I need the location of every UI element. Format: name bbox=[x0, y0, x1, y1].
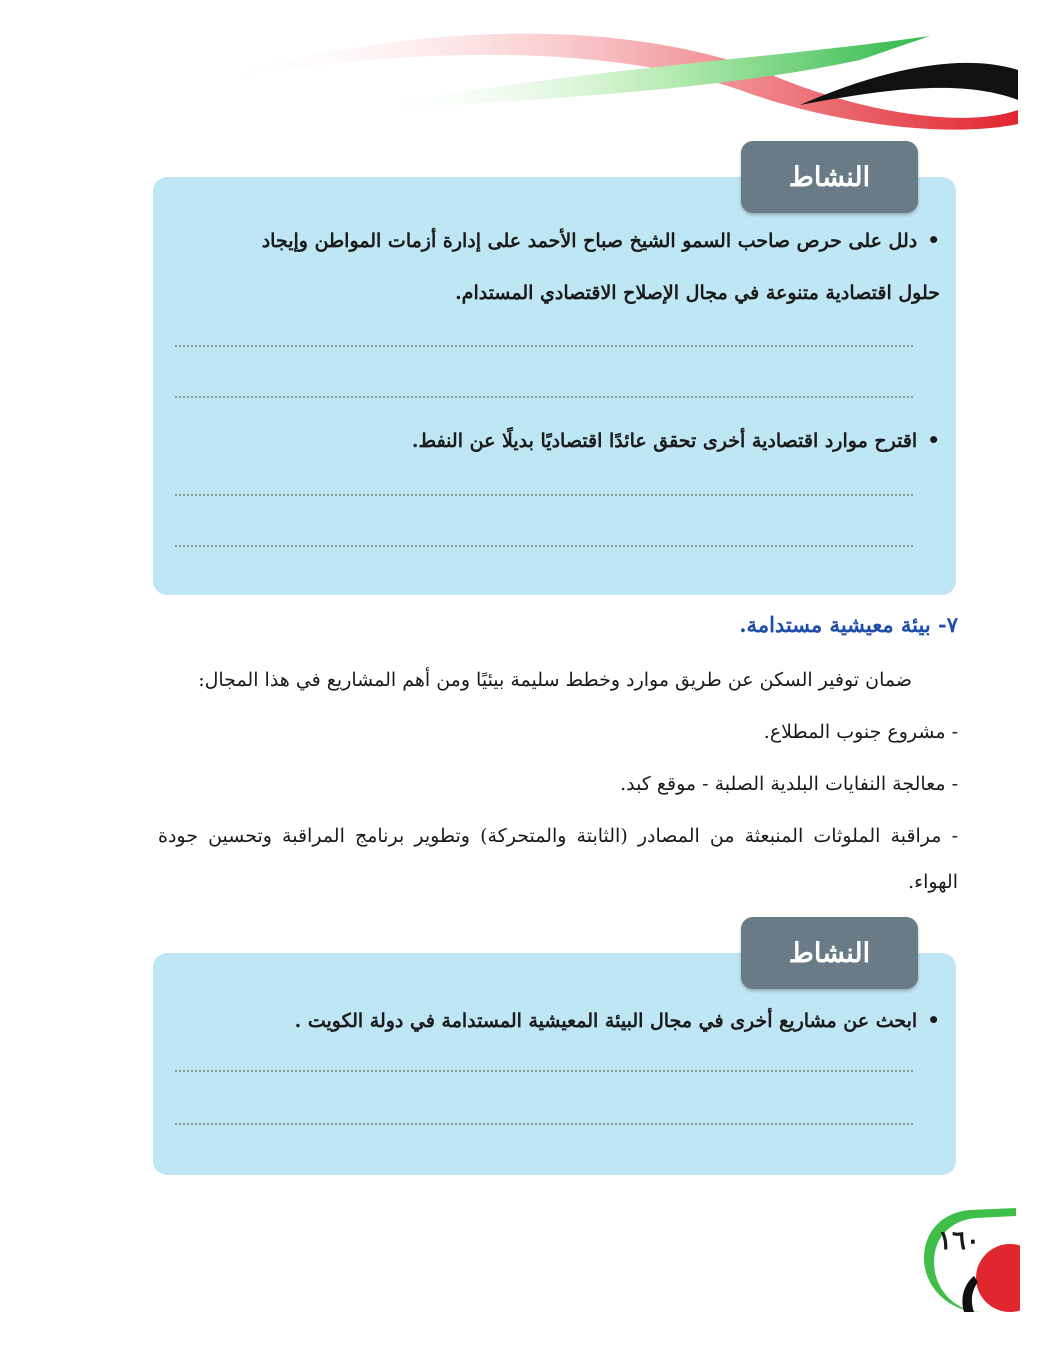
page-number: ١٦٠ bbox=[938, 1226, 980, 1256]
answer-line[interactable] bbox=[175, 396, 913, 398]
activity-1-question-1 bbox=[180, 214, 940, 319]
activity-1-question-2 bbox=[180, 414, 940, 467]
activity-tab-2: النشاط bbox=[741, 917, 918, 989]
question-1-line-2: حلول اقتصادية متنوعة في مجال الإصلاح الاقتصادي المستدام. bbox=[455, 282, 940, 304]
activity-2-question-text: ابحث عن مشاريع أخرى في مجال البيئة المعيشية المستدامة في دولة الكويت . bbox=[294, 1010, 918, 1032]
activity-2-question-1 bbox=[180, 994, 940, 1047]
activity-tab-1: النشاط bbox=[741, 141, 918, 213]
section-7-item-3-line-2: الهواء. bbox=[908, 871, 958, 893]
question-2-text: اقترح موارد اقتصادية أخرى تحقق عائدًا اقتصاديًا بديلًا عن النفط. bbox=[411, 430, 918, 452]
section-7-title: ٧- بيئة معيشية مستدامة. bbox=[739, 612, 958, 637]
section-7-item-1: - مشروع جنوب المطلاع. bbox=[763, 721, 958, 743]
section-7-item-3-line-1: - مراقبة الملوثات المنبعثة من المصادر (الثابتة والمتحركة) وتطوير برنامج المراقبة وتحسين جودة bbox=[158, 825, 958, 847]
bullet-icon: • bbox=[927, 428, 940, 452]
answer-line[interactable] bbox=[175, 1123, 913, 1125]
answer-line[interactable] bbox=[175, 494, 913, 496]
section-7-item-2: - معالجة النفايات البلدية الصلبة - موقع كبد. bbox=[620, 773, 958, 795]
question-1-line-1: دلل على حرص صاحب السمو الشيخ صباح الأحمد على إدارة أزمات المواطن وإيجاد bbox=[261, 230, 918, 252]
answer-line[interactable] bbox=[175, 345, 913, 347]
bullet-icon: • bbox=[927, 228, 940, 252]
flag-ribbon-banner bbox=[0, 0, 1062, 140]
answer-line[interactable] bbox=[175, 545, 913, 547]
answer-line[interactable] bbox=[175, 1070, 913, 1072]
bullet-icon: • bbox=[927, 1008, 940, 1032]
section-7-intro: ضمان توفير السكن عن طريق موارد وخطط سليمة بيئيًا ومن أهم المشاريع في هذا المجال: bbox=[198, 669, 912, 691]
page-number-badge-icon bbox=[920, 1208, 1020, 1312]
